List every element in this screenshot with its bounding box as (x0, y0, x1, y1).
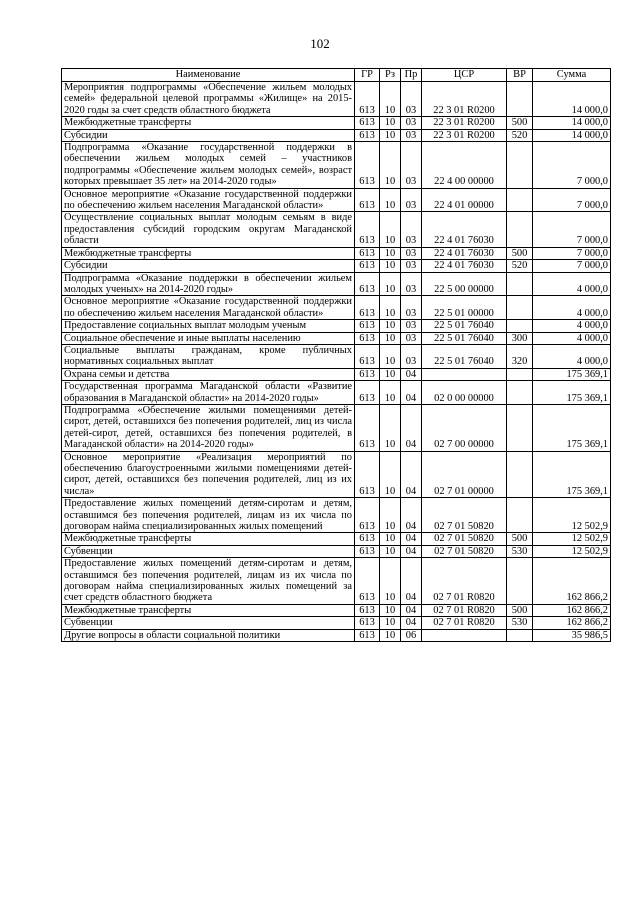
cell-pr: 03 (401, 247, 422, 259)
table-row (62, 247, 611, 259)
table-body (62, 82, 611, 642)
cell-pr: 03 (401, 272, 422, 296)
cell-gr: 613 (355, 188, 380, 212)
cell-rz: 10 (380, 617, 401, 629)
table-row (62, 142, 611, 189)
table-row (62, 82, 611, 117)
cell-sum: 12 502,9 (533, 498, 611, 533)
cell-gr: 613 (355, 142, 380, 189)
cell-rz: 10 (380, 129, 401, 141)
cell-rz: 10 (380, 558, 401, 605)
cell-sum: 162 866,2 (533, 604, 611, 616)
table-row (62, 296, 611, 320)
cell-rz: 10 (380, 545, 401, 557)
table-row (62, 533, 611, 545)
cell-pr: 03 (401, 212, 422, 247)
cell-gr: 613 (355, 629, 380, 641)
cell-gr: 613 (355, 247, 380, 259)
cell-name: Социальные выплаты гражданам, кроме публичных нормативных социальных выплат (62, 344, 355, 368)
cell-csr: 22 5 01 76040 (422, 332, 507, 344)
cell-rz: 10 (380, 533, 401, 545)
cell-name: Предоставление социальных выплат молодым ученым (62, 320, 355, 332)
cell-vr (507, 212, 533, 247)
cell-pr: 03 (401, 344, 422, 368)
cell-csr: 02 7 01 R0820 (422, 604, 507, 616)
cell-gr: 613 (355, 82, 380, 117)
cell-vr (507, 404, 533, 451)
table-row (62, 451, 611, 498)
cell-pr: 03 (401, 260, 422, 272)
cell-name: Межбюджетные трансферты (62, 247, 355, 259)
cell-gr: 613 (355, 545, 380, 557)
cell-name: Другие вопросы в области социальной политики (62, 629, 355, 641)
cell-gr: 613 (355, 368, 380, 380)
cell-csr: 22 4 01 00000 (422, 188, 507, 212)
table-row (62, 558, 611, 605)
cell-sum: 4 000,0 (533, 272, 611, 296)
cell-vr: 520 (507, 129, 533, 141)
cell-name: Государственная программа Магаданской области «Развитие образования в Магаданской области» на 2014-2020 годы» (62, 381, 355, 405)
cell-name: Предоставление жилых помещений детям-сиротам и детям, оставшимся без попечения родителей, лицам из их числа по договорам найма специализированных жилых помещений (62, 498, 355, 533)
cell-gr: 613 (355, 558, 380, 605)
cell-csr: 02 0 00 00000 (422, 381, 507, 405)
cell-csr: 22 4 01 76030 (422, 212, 507, 247)
cell-pr: 03 (401, 117, 422, 129)
cell-sum: 4 000,0 (533, 320, 611, 332)
table-row (62, 404, 611, 451)
cell-vr (507, 498, 533, 533)
cell-sum: 175 369,1 (533, 451, 611, 498)
cell-gr: 613 (355, 320, 380, 332)
cell-gr: 613 (355, 332, 380, 344)
cell-csr: 02 7 01 50820 (422, 533, 507, 545)
cell-name: Подпрограмма «Оказание государственной поддержки в обеспечении жильем молодых семей – участников подпрограммы «Обеспечение жильем молодых семей», возраст которых превышает 35 лет» на 2014-2020 годы» (62, 142, 355, 189)
cell-sum: 14 000,0 (533, 117, 611, 129)
cell-sum: 162 866,2 (533, 617, 611, 629)
cell-vr (507, 142, 533, 189)
cell-sum: 162 866,2 (533, 558, 611, 605)
cell-vr: 500 (507, 604, 533, 616)
cell-vr: 500 (507, 533, 533, 545)
cell-sum: 12 502,9 (533, 533, 611, 545)
cell-sum: 4 000,0 (533, 344, 611, 368)
cell-name: Межбюджетные трансферты (62, 117, 355, 129)
table-row (62, 498, 611, 533)
cell-rz: 10 (380, 368, 401, 380)
header-sum: Сумма (533, 69, 611, 82)
table-row (62, 629, 611, 641)
cell-vr (507, 320, 533, 332)
cell-rz: 10 (380, 212, 401, 247)
header-gr: ГР (355, 69, 380, 82)
cell-csr: 22 4 01 76030 (422, 247, 507, 259)
cell-name: Подпрограмма «Оказание поддержки в обеспечении жильем молодых ученых» на 2014-2020 годы» (62, 272, 355, 296)
table-row (62, 272, 611, 296)
table-row (62, 344, 611, 368)
cell-gr: 613 (355, 498, 380, 533)
cell-vr: 530 (507, 545, 533, 557)
cell-sum: 12 502,9 (533, 545, 611, 557)
cell-gr: 613 (355, 344, 380, 368)
cell-gr: 613 (355, 296, 380, 320)
cell-gr: 613 (355, 381, 380, 405)
cell-name: Субвенции (62, 617, 355, 629)
cell-rz: 10 (380, 629, 401, 641)
cell-sum: 14 000,0 (533, 82, 611, 117)
cell-csr: 22 5 00 00000 (422, 272, 507, 296)
cell-rz: 10 (380, 604, 401, 616)
table-row (62, 188, 611, 212)
cell-pr: 04 (401, 404, 422, 451)
cell-sum: 7 000,0 (533, 142, 611, 189)
cell-name: Межбюджетные трансферты (62, 604, 355, 616)
cell-pr: 03 (401, 142, 422, 189)
cell-vr (507, 188, 533, 212)
cell-pr: 04 (401, 533, 422, 545)
cell-csr (422, 629, 507, 641)
cell-rz: 10 (380, 332, 401, 344)
cell-vr: 500 (507, 117, 533, 129)
cell-name: Основное мероприятие «Оказание государственной поддержки по обеспечению жильем населения Магаданской области» (62, 296, 355, 320)
cell-gr: 613 (355, 129, 380, 141)
cell-gr: 613 (355, 533, 380, 545)
cell-rz: 10 (380, 404, 401, 451)
cell-gr: 613 (355, 117, 380, 129)
cell-name: Субсидии (62, 260, 355, 272)
header-vr: ВР (507, 69, 533, 82)
cell-rz: 10 (380, 142, 401, 189)
cell-vr (507, 629, 533, 641)
cell-vr: 320 (507, 344, 533, 368)
cell-vr (507, 272, 533, 296)
header-name: Наименование (62, 69, 355, 82)
cell-pr: 04 (401, 368, 422, 380)
table-row (62, 117, 611, 129)
table-row (62, 212, 611, 247)
cell-name: Предоставление жилых помещений детям-сиротам и детям, оставшимся без попечения родителей, лицам из их числа по договорам найма специализированных жилых помещений за счет средств областного бюджета (62, 558, 355, 605)
cell-pr: 03 (401, 320, 422, 332)
cell-pr: 04 (401, 381, 422, 405)
cell-rz: 10 (380, 188, 401, 212)
table-row (62, 320, 611, 332)
cell-pr: 04 (401, 498, 422, 533)
cell-sum: 175 369,1 (533, 404, 611, 451)
table-row (62, 129, 611, 141)
cell-pr: 04 (401, 545, 422, 557)
cell-gr: 613 (355, 404, 380, 451)
cell-rz: 10 (380, 451, 401, 498)
cell-pr: 03 (401, 332, 422, 344)
cell-gr: 613 (355, 451, 380, 498)
page-number: 102 (310, 36, 330, 51)
cell-vr (507, 296, 533, 320)
cell-sum: 7 000,0 (533, 212, 611, 247)
cell-sum: 4 000,0 (533, 296, 611, 320)
cell-sum: 7 000,0 (533, 188, 611, 212)
cell-csr: 22 5 01 76040 (422, 320, 507, 332)
cell-name: Межбюджетные трансферты (62, 533, 355, 545)
table-row (62, 604, 611, 616)
cell-sum: 35 986,5 (533, 629, 611, 641)
cell-vr: 530 (507, 617, 533, 629)
cell-rz: 10 (380, 296, 401, 320)
cell-pr: 04 (401, 558, 422, 605)
header-csr: ЦСР (422, 69, 507, 82)
cell-csr: 22 4 00 00000 (422, 142, 507, 189)
cell-rz: 10 (380, 381, 401, 405)
cell-csr: 22 3 01 R0200 (422, 129, 507, 141)
cell-vr (507, 451, 533, 498)
cell-rz: 10 (380, 498, 401, 533)
cell-pr: 03 (401, 129, 422, 141)
cell-gr: 613 (355, 260, 380, 272)
cell-sum: 7 000,0 (533, 260, 611, 272)
cell-csr: 22 4 01 76030 (422, 260, 507, 272)
cell-gr: 613 (355, 272, 380, 296)
cell-rz: 10 (380, 344, 401, 368)
cell-name: Субвенции (62, 545, 355, 557)
cell-csr: 22 3 01 R0200 (422, 82, 507, 117)
table-row (62, 260, 611, 272)
cell-vr (507, 368, 533, 380)
cell-pr: 04 (401, 604, 422, 616)
header-rz: Рз (380, 69, 401, 82)
cell-rz: 10 (380, 82, 401, 117)
cell-csr (422, 368, 507, 380)
cell-name: Охрана семьи и детства (62, 368, 355, 380)
cell-csr: 22 3 01 R0200 (422, 117, 507, 129)
cell-csr: 22 5 01 00000 (422, 296, 507, 320)
cell-name: Осуществление социальных выплат молодым семьям в виде предоставления субсидий городским округам Магаданской области (62, 212, 355, 247)
cell-pr: 03 (401, 296, 422, 320)
cell-csr: 02 7 01 50820 (422, 498, 507, 533)
table-row (62, 368, 611, 380)
cell-name: Подпрограмма «Обеспечение жилыми помещениями детей-сирот, детей, оставшихся без попечения родителей, лиц из числа детей-сирот, детей, оставшихся без попечения родителей, в Магаданской области» на 2014-2020 годы» (62, 404, 355, 451)
cell-sum: 14 000,0 (533, 129, 611, 141)
table-header (62, 69, 611, 82)
cell-csr: 22 5 01 76040 (422, 344, 507, 368)
cell-name: Основное мероприятие «Оказание государственной поддержки по обеспечению жильем населения Магаданской области» (62, 188, 355, 212)
cell-vr: 520 (507, 260, 533, 272)
cell-gr: 613 (355, 617, 380, 629)
cell-vr (507, 82, 533, 117)
cell-gr: 613 (355, 604, 380, 616)
cell-pr: 03 (401, 188, 422, 212)
cell-pr: 03 (401, 82, 422, 117)
cell-csr: 02 7 01 00000 (422, 451, 507, 498)
cell-vr (507, 381, 533, 405)
cell-gr: 613 (355, 212, 380, 247)
cell-rz: 10 (380, 117, 401, 129)
table-row (62, 617, 611, 629)
cell-pr: 04 (401, 617, 422, 629)
cell-sum: 7 000,0 (533, 247, 611, 259)
cell-vr: 500 (507, 247, 533, 259)
budget-table (61, 68, 611, 642)
cell-name: Мероприятия подпрограммы «Обеспечение жильем молодых семей» федеральной целевой программы «Жилище» на 2015-2020 годы за счет средств областного бюджета (62, 82, 355, 117)
cell-sum: 4 000,0 (533, 332, 611, 344)
cell-rz: 10 (380, 247, 401, 259)
cell-name: Субсидии (62, 129, 355, 141)
cell-sum: 175 369,1 (533, 368, 611, 380)
cell-vr: 300 (507, 332, 533, 344)
cell-rz: 10 (380, 260, 401, 272)
table-row (62, 381, 611, 405)
cell-pr: 06 (401, 629, 422, 641)
table-row (62, 545, 611, 557)
cell-name: Основное мероприятие «Реализация мероприятий по обеспечению благоустроенными жилыми помещениями детей-сирот, детей, оставшихся без попечения родителей, лиц из их числа» (62, 451, 355, 498)
header-pr: Пр (401, 69, 422, 82)
cell-name: Социальное обеспечение и иные выплаты населению (62, 332, 355, 344)
cell-rz: 10 (380, 272, 401, 296)
cell-pr: 04 (401, 451, 422, 498)
cell-vr (507, 558, 533, 605)
table-row (62, 332, 611, 344)
cell-csr: 02 7 01 R0820 (422, 617, 507, 629)
cell-csr: 02 7 01 R0820 (422, 558, 507, 605)
cell-csr: 02 7 00 00000 (422, 404, 507, 451)
cell-csr: 02 7 01 50820 (422, 545, 507, 557)
cell-sum: 175 369,1 (533, 381, 611, 405)
cell-rz: 10 (380, 320, 401, 332)
